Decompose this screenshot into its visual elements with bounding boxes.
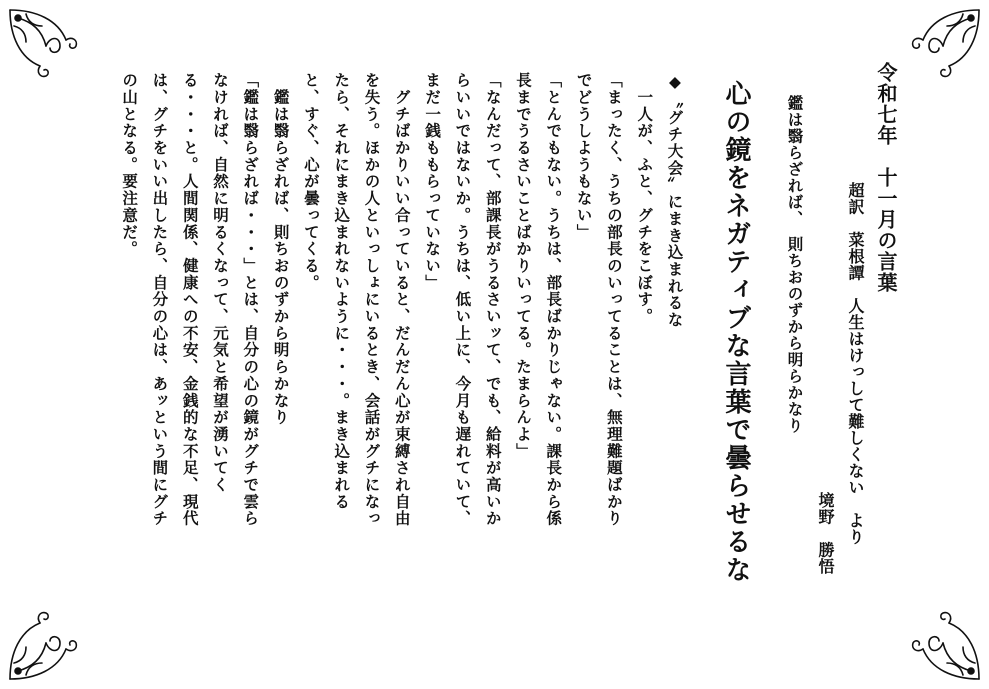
- source-line: 超訳 菜根譚 人生はけっして難しくない より: [846, 182, 865, 545]
- body-line: と、すぐ、心が曇ってくる。: [301, 72, 321, 292]
- body-line: ◆〝グチ大会〟にまき込まれるな: [665, 72, 685, 329]
- body-line: 「鑑は翳らざれば・・・」とは、自分の心の鏡がグチで雲ら: [241, 72, 261, 527]
- body-line: でどうしようもない」: [574, 72, 594, 241]
- body-line: 長までうるさいことばかりいってる。たまらんよ」: [514, 72, 533, 460]
- body-line: 鑑は翳らざれば、則ちおのずから明らかなり: [271, 72, 291, 426]
- body-line: 「まったく、うちの部長のいってることは、無理難題ばかり: [604, 72, 624, 527]
- quote-line: 鑑は翳らざれば、 則ちおのずから明らかなり: [785, 95, 805, 434]
- date-heading: 令和七年 十一月の言葉: [874, 62, 898, 293]
- body-line: 一人が、ふと、グチをこぼす。: [635, 72, 655, 325]
- body-line: は、グチをいい出したら、自分の心は、あッという間にグチ: [150, 72, 170, 527]
- body-line: る・・・と。人間関係、健康への不安、金銭的な不足、現代: [180, 72, 200, 527]
- flourish-corner-icon: [6, 6, 86, 86]
- body-line: たら、それにまき込まれないように・・・。まき込まれる: [332, 72, 352, 511]
- flourish-corner-icon: [903, 6, 983, 86]
- author-name: 境野 勝悟: [816, 492, 835, 575]
- body-line: まだ一銭ももらっていない」: [423, 72, 443, 292]
- body-line: グチばかりいい合っていると、だんだん心が束縛され自由: [392, 72, 412, 527]
- page-title: 心の鏡をネガティブな言葉で曇らせるな: [721, 80, 751, 584]
- body-line: を失う。ほかの人といっしょにいるとき、会話がグチになっ: [362, 72, 382, 527]
- body-line: の山となる。要注意だ。: [120, 72, 140, 258]
- body-line: 「とんでもない。うちは、部長ばかりじゃない。課長から係: [544, 72, 564, 527]
- body-line: なければ、自然に明るくなって、元気と希望が湧いてく: [211, 72, 230, 494]
- flourish-corner-icon: [6, 603, 86, 683]
- body-line: らいいではないか。うちは、低い上に、今月も遅れていて、: [453, 72, 473, 527]
- body-line: 「なんだって、部課長がうるさいッて、でも、給料が高いか: [483, 72, 503, 527]
- flourish-corner-icon: [903, 603, 983, 683]
